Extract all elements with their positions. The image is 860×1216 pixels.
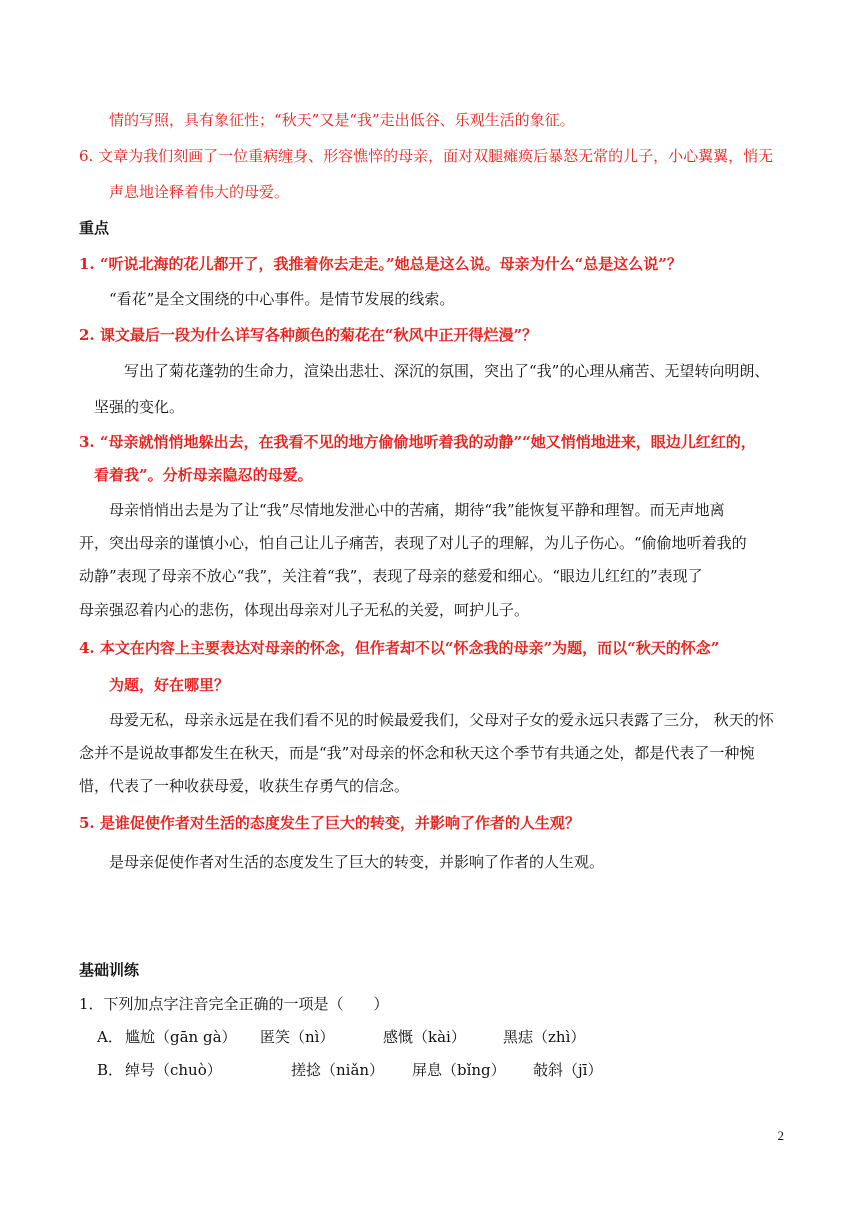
- answer-1: “看花”是全文围绕的中心事件。是情节发展的线索。: [109, 290, 455, 308]
- answer-3-line: 开，突出母亲的谨慎小心，怕自己让儿子痛苦，表现了对儿子的理解，为儿子伤心。“偷偷地听着我的: [79, 534, 747, 552]
- option-a-item: 黑痣（zhì）: [503, 1028, 586, 1046]
- answer-3-line: 母亲悄悄出去是为了让“我”尽情地发泄心中的苦痛，期待“我”能恢复平静和理智。而无声地离: [109, 501, 725, 519]
- answer-text-line: 情的写照，具有象征性；“秋天”又是“我”走出低谷、乐观生活的象征。: [109, 111, 575, 129]
- exercise-question-1: 1．下列加点字注音完全正确的一项是（ ）: [79, 995, 389, 1013]
- option-a-item: 感慨（kài）: [383, 1028, 466, 1046]
- option-b-item: 屏息（bǐng）: [412, 1061, 506, 1079]
- page-number: 2: [777, 1128, 784, 1143]
- option-b-item: 攲斜（jī）: [533, 1061, 603, 1079]
- question-5: 5. 是谁促使作者对生活的态度发生了巨大的转变，并影响了作者的人生观？: [79, 814, 580, 832]
- section-title-basic-training: 基础训练: [79, 961, 140, 979]
- answer-4-line: 念并不是说故事都发生在秋天，而是“我”对母亲的怀念和秋天这个季节有共通之处，都是代表了一种惋: [79, 744, 755, 762]
- question-3-line: 看着我”。分析母亲隐忍的母爱。: [94, 466, 313, 484]
- question-4-line: 为题，好在哪里？: [109, 676, 230, 694]
- question-2: 2. 课文最后一段为什么详写各种颜色的菊花在“秋风中正开得烂漫”？: [79, 326, 538, 344]
- option-b-item: 绰号（chuò）: [125, 1061, 222, 1079]
- question-1: 1. “听说北海的花儿都开了，我推着你去走走。”她总是这么说。母亲为什么“总是这么说”？: [79, 255, 682, 273]
- answer-4-line: 惜，代表了一种收获母爱，收获生存勇气的信念。: [79, 777, 410, 795]
- question-4-line: 4. 本文在内容上主要表达对母亲的怀念，但作者却不以“怀念我的母亲”为题，而以“秋天的怀念”: [79, 639, 720, 657]
- answer-2-line: 写出了菊花蓬勃的生命力，渲染出悲壮、深沉的氛围，突出了“我”的心理从痛苦、无望转向明朗、: [124, 362, 770, 380]
- section-title-key-points: 重点: [79, 219, 110, 237]
- option-a-item: 尴尬（gān gà）: [125, 1028, 237, 1046]
- answer-3-line: 动静”表现了母亲不放心“我”，关注着“我”，表现了母亲的慈爱和细心。“眼边儿红红的”表现了: [79, 567, 703, 585]
- question-3-line: 3. “母亲就悄悄地躲出去，在我看不见的地方偷偷地听着我的动静”“她又悄悄地进来，眼边儿红红的，: [79, 433, 756, 451]
- option-b-item: 搓捻（niǎn）: [291, 1061, 385, 1079]
- option-a-item: 匿笑（nì）: [260, 1028, 335, 1046]
- answer-4-line: 母爱无私，母亲永远是在我们看不见的时候最爱我们，父母对子女的爱永远只表露了三分， 秋天的怀: [109, 711, 774, 729]
- answer-2-line: 坚强的变化。: [94, 398, 185, 416]
- answer-text-line: 声息地诠释着伟大的母爱。: [109, 183, 290, 201]
- answer-3-line: 母亲强忍着内心的悲伤，体现出母亲对儿子无私的关爱，呵护儿子。: [79, 601, 530, 619]
- answer-text-line: 6. 文章为我们刻画了一位重病缠身、形容憔悴的母亲，面对双腿瘫痪后暴怒无常的儿子，小心翼翼，悄无: [79, 147, 774, 165]
- option-a-label: A．: [97, 1028, 123, 1046]
- answer-5: 是母亲促使作者对生活的态度发生了巨大的转变，并影响了作者的人生观。: [109, 853, 605, 871]
- option-b-label: B．: [97, 1061, 124, 1079]
